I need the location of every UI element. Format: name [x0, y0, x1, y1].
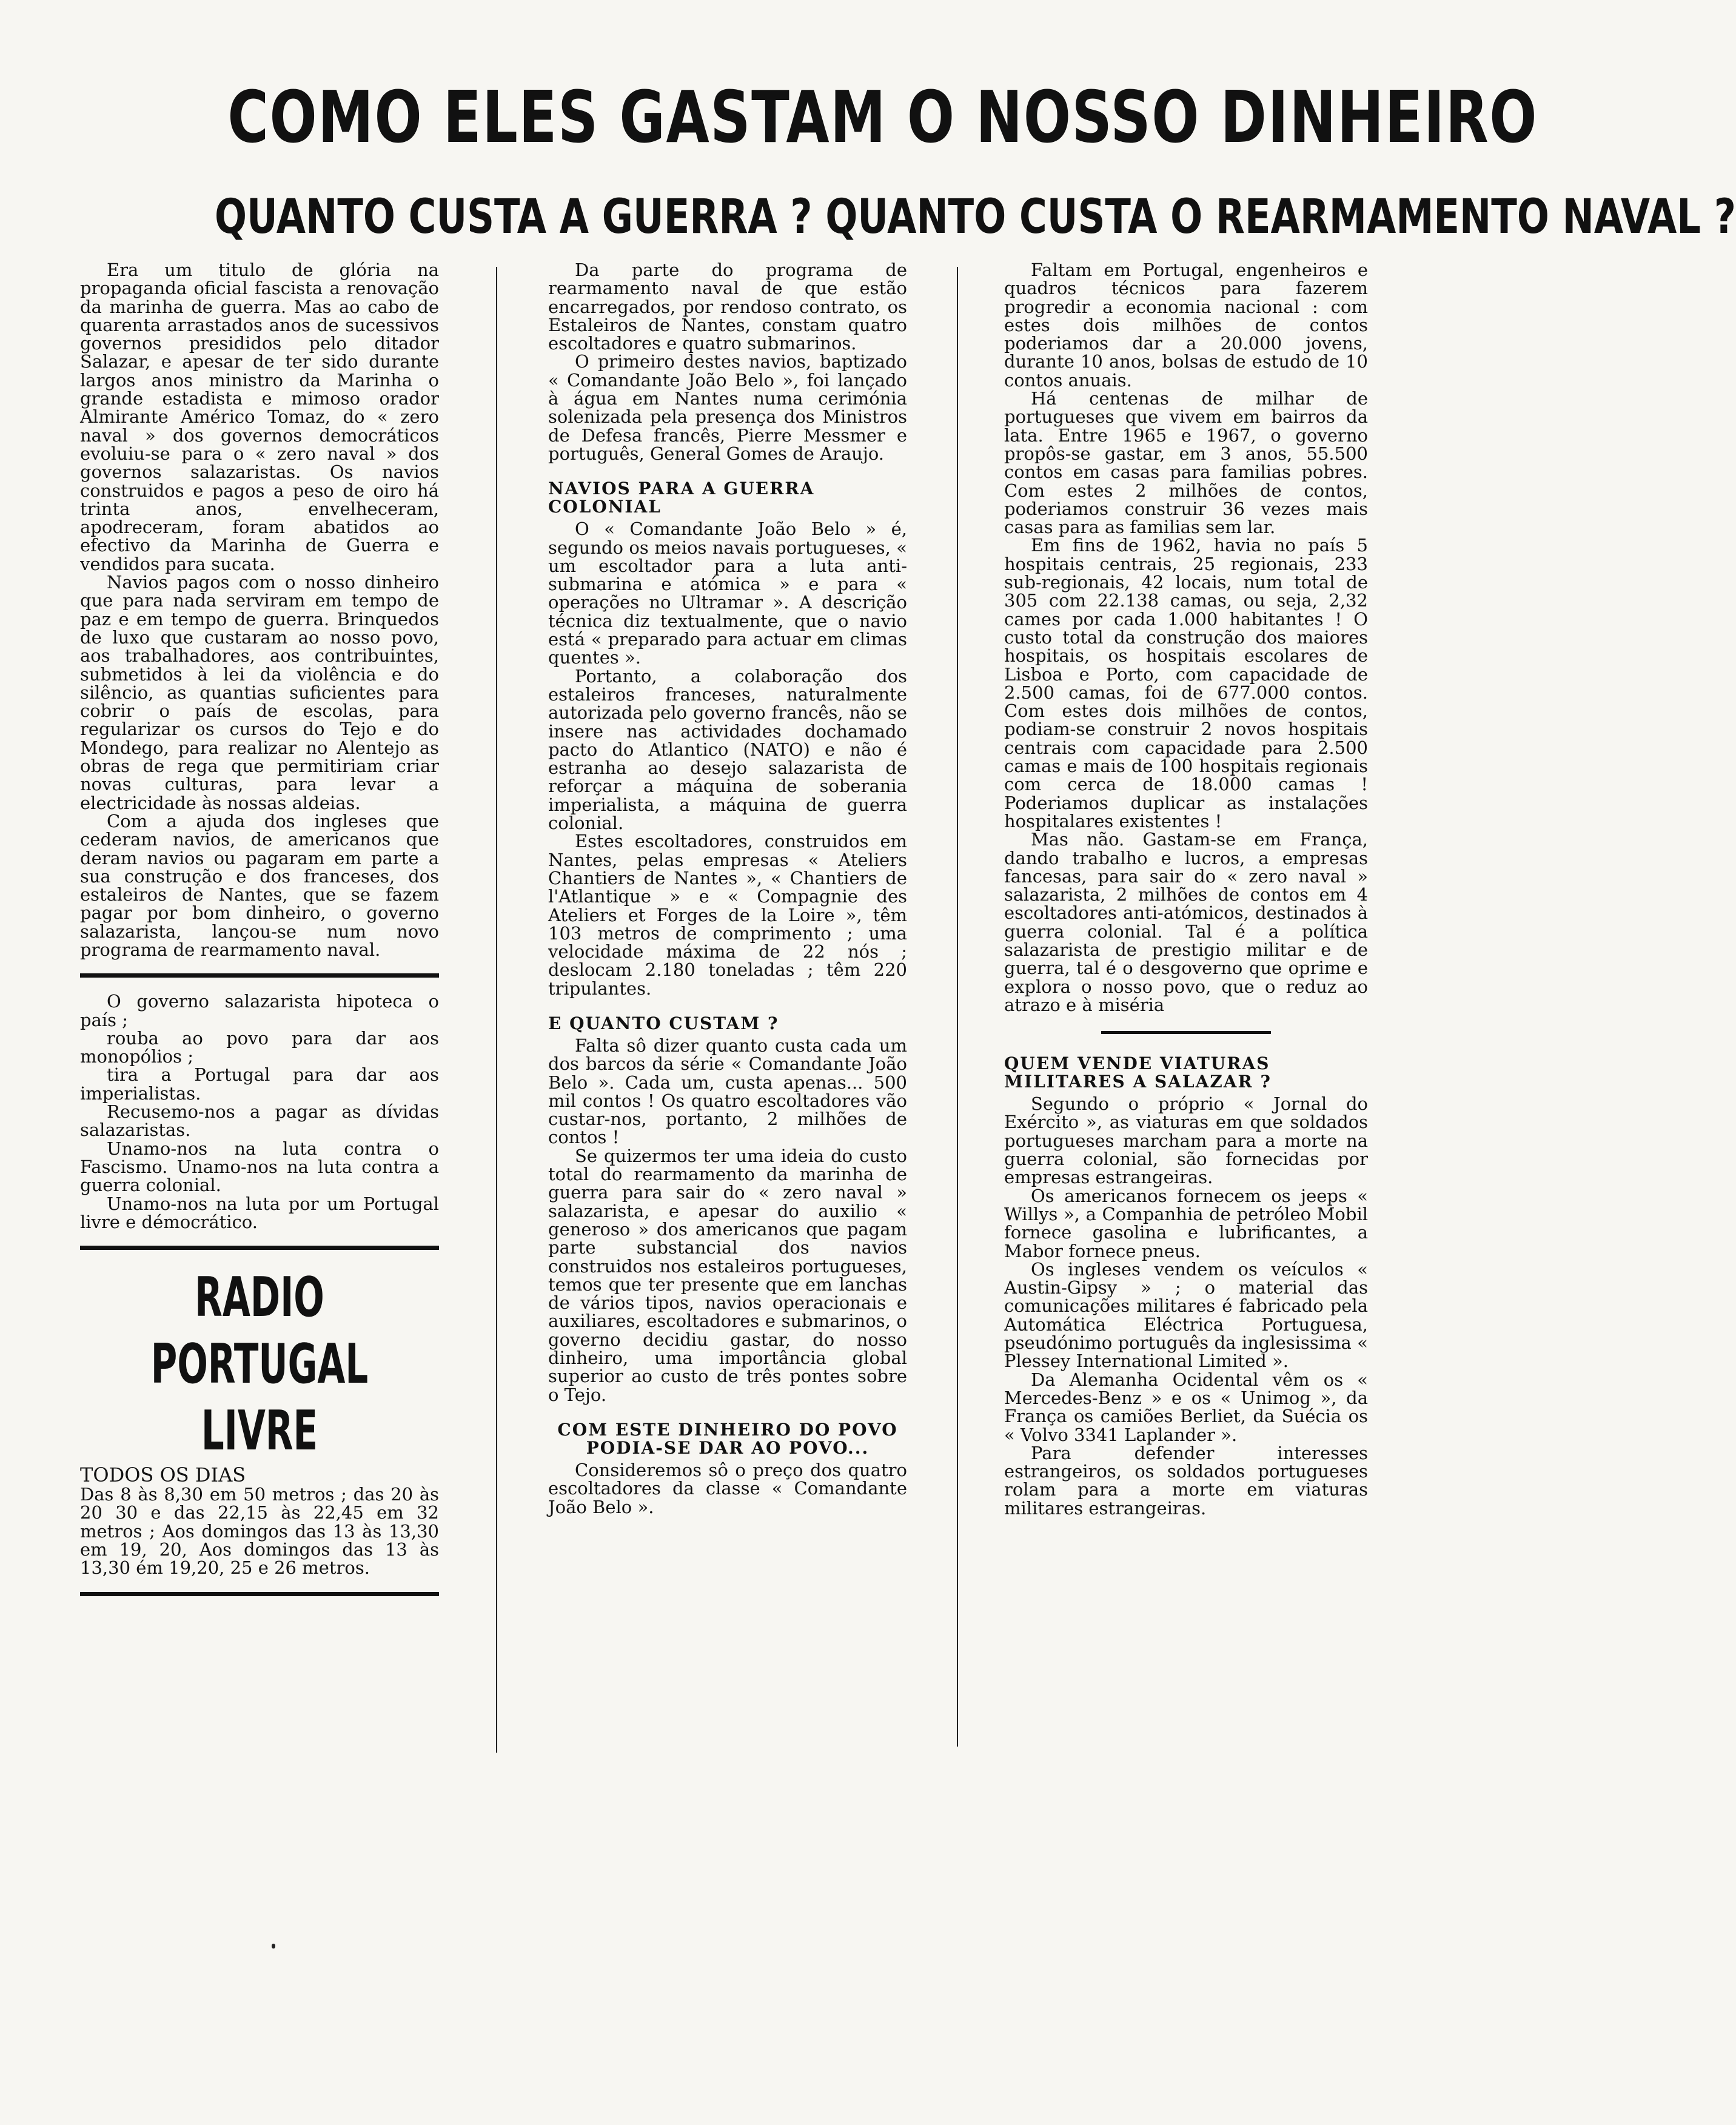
radio-portugal-livre-banner [141, 1264, 378, 1465]
column-1 [80, 261, 439, 1611]
paragraph: Recusemo-nos a pagar as dívidas salazaristas. [80, 1101, 439, 1141]
paragraph: Falta sô dizer quanto custa cada um dos barcos da série « Comandante João Belo ». Cada um, custa apenas... 500 mil contos ! Os quatro escoltadores vão custar-nos, portanto, 2 milhões de contos ! [548, 1035, 907, 1148]
paragraph: Faltam em Portugal, engenheiros e quadros técnicos para fazerem progredir a economia nacional : com estes dois milhões de contos poderiamos dar a 20.000 jovens, durante 10 anos, bolsas de estudo de 10 contos anuais. [1004, 260, 1368, 391]
paragraph: Mas não. Gastam-se em França, dando trabalho e lucros, a empresas fancesas, para sair do « zero naval » salazarista, 2 milhões de contos em 4 escoltadores anti-atómicos, destinados à guerra colonial. Tal é a política salazarista de prestigio militar e de guerra, tal é o desgoverno que oprime e explora o nosso povo, que o reduz ao atrazo e à miséria [1004, 829, 1368, 1015]
paragraph: Consideremos sô o preço dos quatro escoltadores da classe « Comandante João Belo ». [548, 1459, 907, 1517]
subheadline: QUANTO CUSTA A GUERRA ? QUANTO CUSTA O REARMAMENTO NAVAL ? [215, 190, 1736, 244]
section-heading: QUEM VENDE VIATURAS MILITARES A SALAZAR ? [1004, 1053, 1272, 1092]
paragraph: Da Alemanha Ocidental vêm os « Mercedes-Benz » e os « Unimog », da França os camiões Berliet, da Suécia os « Volvo 3341 Laplander ». [1004, 1369, 1368, 1445]
paragraph: O primeiro destes navios, baptizado « Comandante João Belo », foi lançado à água em Nantes numa cerimónia solenizada pela presença dos Ministros de Defesa francês, Pierre Messmer e português, General Gomes de Araujo. [548, 351, 907, 464]
section-heading: E QUANTO CUSTAM ? [548, 1013, 779, 1033]
ink-speck [272, 1944, 275, 1949]
paragraph: O « Comandante João Belo » é, segundo os meios navais portugueses, « um escoltador para a luta anti-submarina e atómica » e para « operações no Ultramar ». A descrição técnica diz textualmente, que o navio está « preparado para actuar em climas quentes ». [548, 519, 907, 668]
paragraph: Segundo o próprio « Jornal do Exército », as viaturas em que soldados portugueses marcham para a morte na guerra colonial, são fornecidas por empresas estrangeiras. [1004, 1093, 1368, 1188]
paragraph: Os americanos fornecem os jeeps « Willys », a Companhia de petróleo Mobil fornece gasolina e lubrificantes, a Mabor fornece pneus. [1004, 1185, 1368, 1261]
paragraph: Há centenas de milhar de portugueses que vivem em bairros da lata. Entre 1965 e 1967, o governo propôs-se gastar, em 3 anos, 55.500 contos em casas para familias pobres. Com estes 2 milhões de contos, poderiamos construir 36 vezes mais casas para as familias sem lar. [1004, 388, 1368, 538]
paragraph: tira a Portugal para dar aos imperialistas. [80, 1064, 439, 1104]
radio-line: RADIO [195, 1266, 324, 1330]
column-2 [548, 261, 907, 1516]
paragraph: Da parte do programa de rearmamento naval de que estão encarregados, por rendoso contrato, os Estaleiros de Nantes, constam quatro escoltadores e quatro submarinos. [548, 260, 907, 354]
paragraph: Portanto, a colaboração dos estaleiros franceses, naturalmente autorizada pelo governo francês, não se insere nas actividades dochamado pacto do Atlantico (NATO) e não é estranha ao desejo salazarista de reforçar a máquina de soberania imperialista, a máquina de guerra colonial. [548, 665, 907, 834]
paragraph: Unamo-nos na luta contra o Fascismo. Unamo-nos na luta contra a guerra colonial. [80, 1138, 439, 1196]
section-rule [80, 1592, 439, 1596]
paragraph: Se quizermos ter uma ideia do custo total do rearmamento da marinha de guerra para sair do « zero naval » salazarista, e apesar do auxilio « generoso » dos americanos que pagam parte substancial dos navios construidos nos estaleiros portugueses, temos que ter presente que em lanchas de vários tipos, navios operacionais e auxiliares, escoltadores e submarinos, o governo decidiu gastar, do nosso dinheiro, uma importância global superior ao custo de três pontes sobre o Tejo. [548, 1145, 907, 1405]
paragraph: Era um titulo de glória na propaganda oficial fascista a renovação da marinha de guerra. Mas ao cabo de quarenta arrastados anos de sucessivos governos presididos pelo ditador Salazar, e apesar de ter sido durante largos anos ministro da Marinha o grande estadista e mimoso orador Almirante Américo Tomaz, do « zero naval » dos governos democráticos evoluiu-se para o « zero naval » dos governos salazaristas. Os navios construidos e pagos a peso de oiro há trinta anos, envelheceram, apodreceram, foram abatidos ao efectivo da Marinha de Guerra e vendidos para sucata. [80, 260, 439, 574]
paragraph: Navios pagos com o nosso dinheiro que para nada serviram em tempo de paz e em tempo de guerra. Brinquedos de luxo que custaram ao nosso povo, aos trabalhadores, aos contribuintes, submetidos à lei da violência e do silêncio, as quantias suficientes para cobrir o país de escolas, para regularizar os cursos do Tejo e do Mondego, para realizar no Alentejo as obras de rega que permitiriam criar novas culturas, para levar a electricidade às nossas aldeias. [80, 572, 439, 813]
section-heading: NAVIOS PARA A GUERRA COLONIAL [548, 478, 815, 517]
paragraph: O governo salazarista hipoteca o país ; [80, 991, 439, 1030]
paragraph: Unamo-nos na luta por um Portugal livre e démocrático. [80, 1193, 439, 1232]
radio-schedule: Das 8 às 8,30 em 50 metros ; das 20 às 20 30 e das 22,15 às 22,45 em 32 metros ; Aos domingos das 13 às 13,30 em 19, 20, Aos domingos das 13 às 13,30 ém 19,20, 25 e 26 metros. [80, 1484, 439, 1579]
column-divider [957, 267, 958, 1747]
section-rule [80, 1246, 439, 1250]
paragraph: Os ingleses vendem os veículos « Austin-Gipsy » ; o material das comunicações militares é fabricado pela Automática Eléctrica Portuguesa, pseudónimo português da inglesissima « Plessey International Limited ». [1004, 1258, 1368, 1372]
paragraph: Estes escoltadores, construidos em Nantes, pelas empresas « Ateliers Chantiers de Nantes », « Chantiers de l'Atlantique » e « Compagnie des Ateliers et Forges de la Loire », têm 103 metros de comprimento ; uma velocidade máxima de 22 nós ; deslocam 2.180 toneladas ; têm 220 tripulantes. [548, 831, 907, 999]
paragraph: rouba ao povo para dar aos monopólios ; [80, 1027, 439, 1067]
headline: COMO ELES GASTAM O NOSSO DINHEIRO [227, 75, 1538, 159]
column-3 [1004, 261, 1368, 1517]
paragraph: Para defender interesses estrangeiros, os soldados portugueses rolam para a morte em viaturas militares estrangeiras. [1004, 1442, 1368, 1519]
paragraph: Em fins de 1962, havia no país 5 hospitais centrais, 25 regionais, 233 sub-regionais, 42 locais, num total de 305 com 22.138 camas, ou seja, 2,32 cames por cada 1.000 habitantes ! O custo total da construção dos maiores hospitais, os hospitais escolares de Lisboa e Porto, com capacidade de 2.500 camas, foi de 677.000 contos. Com estes dois milhões de contos, podiam-se construir 2 novos hospitais centrais com capacidade para 2.500 camas e mais de 100 hospitais regionais com cerca de 18.000 camas ! Poderiamos duplicar as instalações hospitalares existentes ! [1004, 535, 1368, 831]
paragraph: Com a ajuda dos ingleses que cederam navios, de americanos que deram navios ou pagaram em parte a sua construção e dos franceses, dos estaleiros de Nantes, que se fazem pagar por bom dinheiro, o governo salazarista, lançou-se num novo programa de rearmamento naval. [80, 810, 439, 960]
radio-days: TODOS OS DIAS [80, 1463, 246, 1487]
section-rule [1101, 1031, 1271, 1034]
radio-line: PORTUGAL [150, 1332, 369, 1397]
section-rule [80, 973, 439, 978]
column-divider [496, 267, 497, 1753]
section-heading: COM ESTE DINHEIRO DO POVO PODIA-SE DAR AO POVO... [557, 1419, 898, 1458]
radio-line: LIVRE [201, 1399, 318, 1463]
